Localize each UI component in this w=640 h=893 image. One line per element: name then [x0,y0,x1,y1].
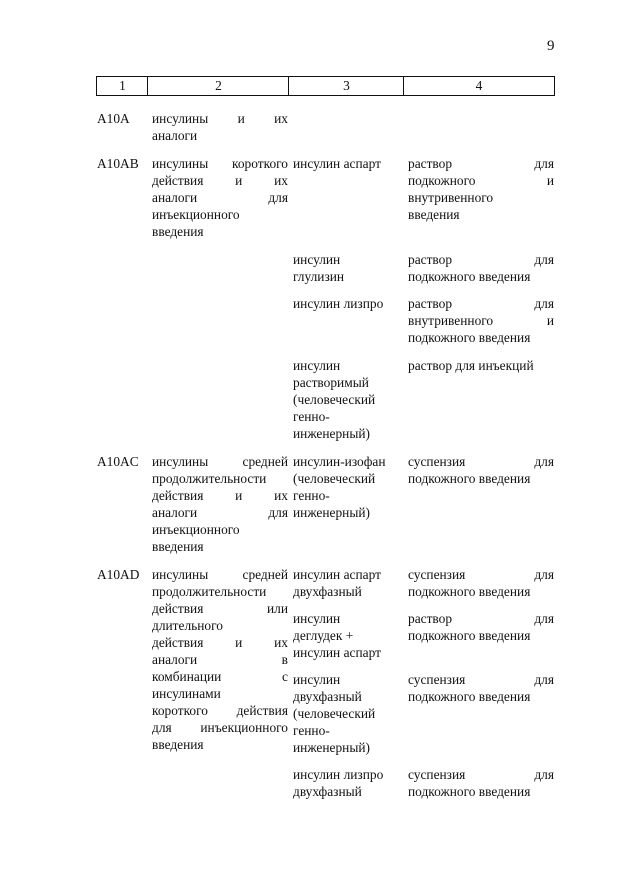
group-name [152,453,288,555]
atc-code: A10A [97,111,130,126]
text-line: подкожного введения [408,628,531,643]
page-number: 9 [547,38,555,54]
text-line: (человеческий [293,706,376,721]
group-name [152,110,288,144]
drug-name [293,357,403,442]
text-line: двухфазный [293,689,362,704]
text-line: введения [152,539,204,554]
text-line: (человеческий [293,392,376,407]
group-name [152,566,288,753]
drug-name [293,766,403,800]
text-line: инъекционного [152,207,240,222]
text-line: раствор для [408,252,554,267]
drug-name [293,453,403,521]
header-col-3: 3 [288,77,404,95]
text-line: генно- [293,409,330,424]
text-line: введения [408,207,460,222]
text-line: инженерный) [293,505,370,520]
table-header [96,76,555,96]
text-line: внутривенного и [408,313,554,328]
header-col-1: 1 [96,77,148,95]
dosage-form [408,251,554,285]
text-line: генно- [293,488,330,503]
text-line: инсулины средней [152,567,288,582]
text-line: суспензия для [408,672,554,687]
text-line: инженерный) [293,426,370,441]
text-line: суспензия для [408,567,554,582]
text-line: действия и их [152,488,288,503]
text-line: введения [152,737,204,752]
text-line: суспензия для [408,767,554,782]
text-line: (человеческий [293,471,376,486]
dosage-form [408,671,554,705]
atc-code: A10AD [97,567,140,582]
text-line: инъекционного [152,522,240,537]
text-line: инсулин лизпро [293,767,384,782]
atc-code: A10AC [97,454,139,469]
text-line: раствор для инъекций [408,358,534,373]
text-line: двухфазный [293,784,362,799]
text-line: инсулины короткого [152,156,288,171]
text-line: инсулин-изофан [293,454,386,469]
dosage-form [408,453,554,487]
text-line: инсулины и их [152,111,288,126]
text-line: продолжительности [152,584,267,599]
drug-name [293,251,403,285]
text-line: инсулины средней [152,454,288,469]
text-line: инсулин аспарт [293,567,381,582]
text-line: инженерный) [293,740,370,755]
text-line: длительного [152,618,223,633]
text-line: продолжительности [152,471,267,486]
text-line: инсулин лизпро [293,296,384,311]
text-line: инсулин аспарт [293,156,381,171]
text-line: подкожного и [408,173,554,188]
text-line: глулизин [293,269,345,284]
text-line: инсулин [293,252,341,267]
text-line: растворимый [293,375,369,390]
text-line: раствор для [408,156,554,171]
text-line: двухфазный [293,584,362,599]
text-line: деглудек + [293,628,354,643]
dosage-form [408,566,554,600]
text-line: суспензия для [408,454,554,469]
header-col-4: 4 [403,77,555,95]
text-line: подкожного введения [408,471,531,486]
text-line: действия и их [152,635,288,650]
text-line: раствор для [408,296,554,311]
text-line: введения [152,224,204,239]
text-line: действия или [152,601,288,616]
header-col-2: 2 [147,77,289,95]
dosage-form [408,155,554,223]
text-line: действия и их [152,173,288,188]
text-line: аналоги для [152,190,288,205]
text-line: для инъекционного [152,720,288,735]
text-line: подкожного введения [408,330,531,345]
text-line: инсулин [293,358,341,373]
text-line: подкожного введения [408,584,531,599]
text-line: подкожного введения [408,689,531,704]
drug-name [293,295,403,312]
dosage-form [408,766,554,800]
text-line: подкожного введения [408,784,531,799]
drug-name [293,610,403,661]
dosage-form [408,357,554,374]
text-line: инсулин аспарт [293,645,381,660]
text-line: подкожного введения [408,269,531,284]
text-line: инсулин [293,611,341,626]
dosage-form [408,610,554,644]
text-line: инсулин [293,672,341,687]
drug-name [293,566,403,600]
text-line: генно- [293,723,330,738]
drug-name [293,155,403,172]
group-name [152,155,288,240]
dosage-form [408,295,554,346]
text-line: комбинации с [152,669,288,684]
text-line: короткого действия [152,703,288,718]
text-line: внутривенного [408,190,494,205]
text-line: аналоги для [152,505,288,520]
atc-code: A10AB [97,156,139,171]
text-line: раствор для [408,611,554,626]
text-line: аналоги в [152,652,288,667]
text-line: инсулинами [152,686,221,701]
drug-name [293,671,403,756]
text-line: аналоги [152,128,198,143]
